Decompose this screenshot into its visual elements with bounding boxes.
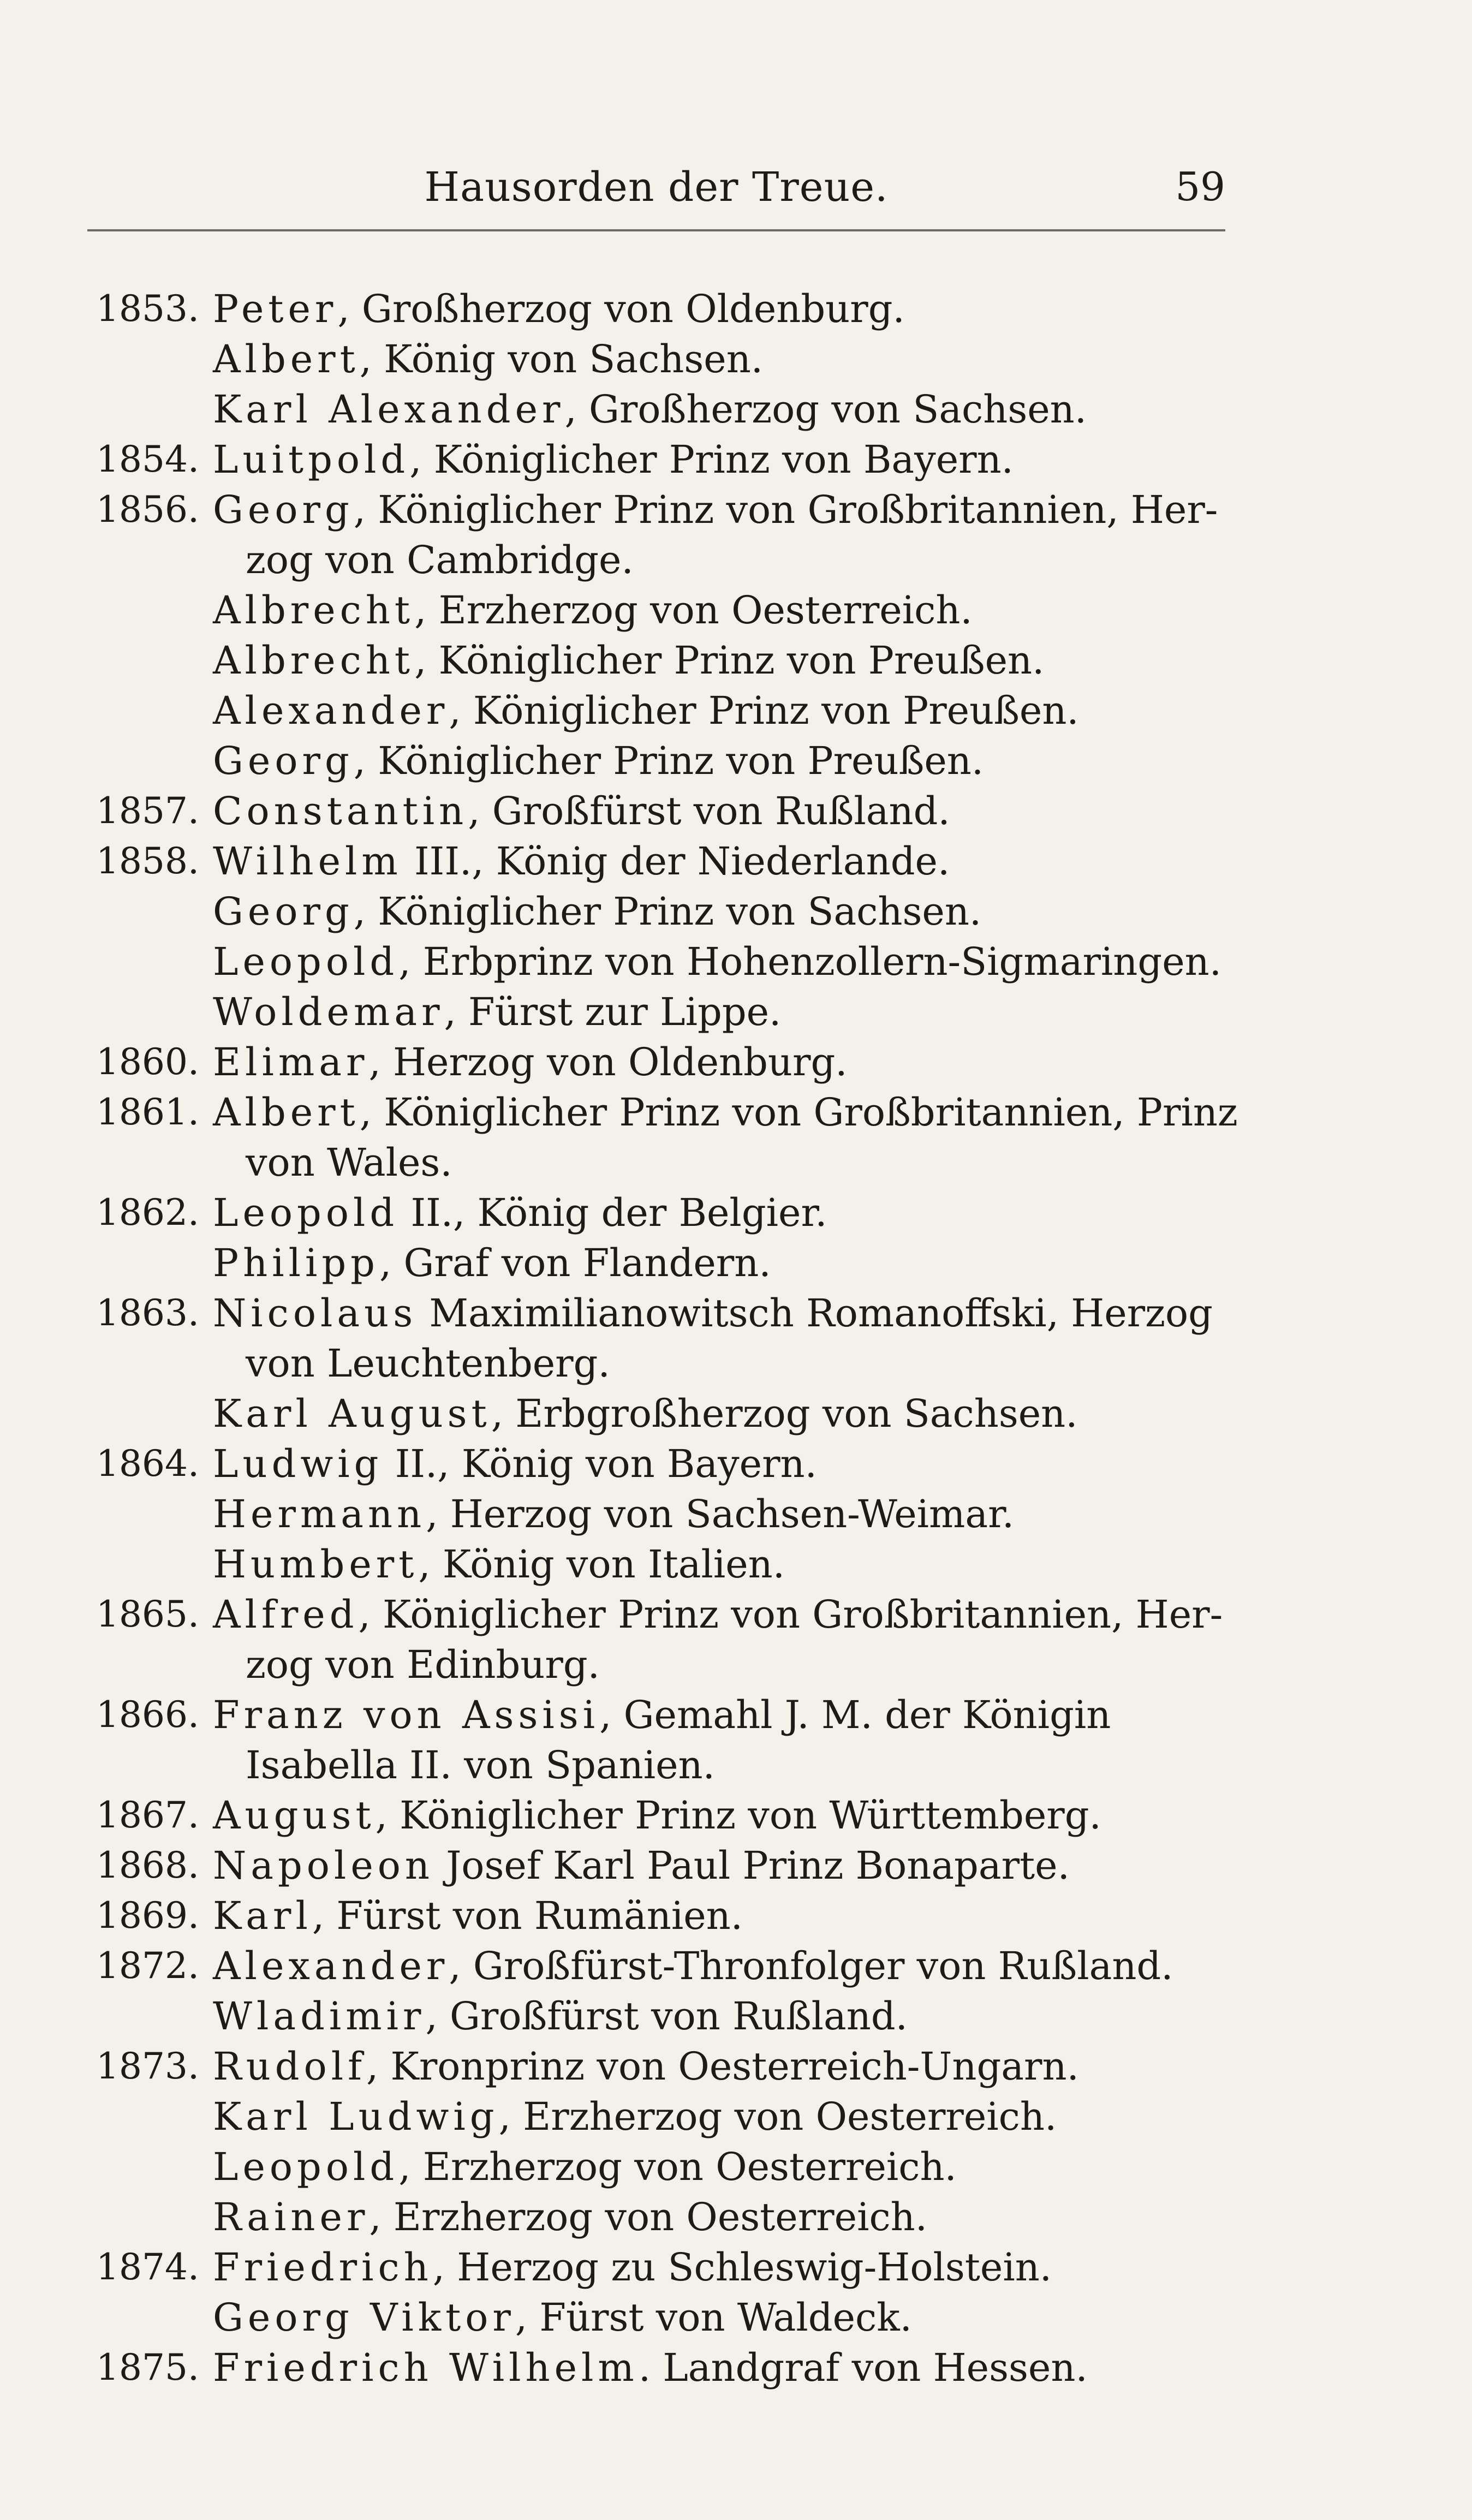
recipient-title: , Herzog zu Schleswig-Holstein. [432, 2245, 1052, 2290]
recipient-name: Karl Alexander [213, 387, 565, 432]
recipient-title: , Großfürst-Thronfolger von Rußland. [449, 1944, 1173, 1988]
recipient-name: Rudolf [213, 2044, 367, 2089]
recipient-name: Leopold [213, 2144, 399, 2189]
recipient-title: , Großfürst von Rußland. [425, 1994, 908, 2039]
list-line [87, 1288, 1244, 1338]
recipient-name: Hermann [213, 1492, 426, 1536]
entry-year: 1854. [96, 438, 199, 480]
entry-text [246, 535, 634, 585]
list-line [87, 2292, 1244, 2343]
entry-text [213, 1690, 1111, 1740]
recipient-title: , Königlicher Prinz von Preußen. [353, 738, 984, 783]
recipient-title: , Fürst zur Lippe. [444, 990, 782, 1034]
recipient-title: Josef Karl Paul Prinz Bonaparte. [433, 1843, 1070, 1888]
list-line [87, 1740, 1244, 1790]
recipient-name: Albert [213, 337, 360, 382]
entry-year: 1873. [96, 2045, 199, 2087]
entry-text [213, 1891, 743, 1941]
recipient-name: Friedrich [213, 2245, 433, 2290]
recipient-name: Rainer [213, 2195, 370, 2239]
entry-text [246, 1338, 610, 1389]
recipient-title: , Kronprinz von Oesterreich-Ungarn. [366, 2044, 1079, 2089]
entry-year: 1864. [96, 1443, 199, 1485]
entry-year: 1866. [96, 1694, 199, 1736]
entry-text [213, 786, 950, 836]
list-line [87, 1589, 1244, 1640]
entry-text [213, 2242, 1052, 2292]
entry-text [213, 1087, 1238, 1137]
recipient-name: Albert [213, 1090, 360, 1135]
entry-year: 1865. [96, 1593, 199, 1635]
entry-text [213, 886, 981, 937]
recipient-name: Georg [213, 889, 354, 934]
list-line [87, 1389, 1244, 1439]
recipient-title: , Königlicher Prinz von Großbritannien, Her- [358, 1592, 1223, 1637]
entry-text [213, 2343, 1088, 2393]
recipient-title: , Graf von Flandern. [379, 1241, 771, 1285]
list-line [87, 2092, 1244, 2142]
entry-text [213, 836, 950, 886]
entry-text [213, 1941, 1173, 1991]
entry-text [213, 284, 905, 334]
recipient-title: , Erzherzog von Oesterreich. [369, 2195, 927, 2239]
entry-text [213, 1238, 771, 1288]
list-line [87, 1087, 1244, 1137]
header-rule [87, 229, 1225, 231]
list-line [87, 434, 1244, 485]
list-line [87, 1137, 1244, 1188]
recipient-title: von Leuchtenberg. [246, 1341, 610, 1386]
list-line [87, 1690, 1244, 1740]
entry-text [213, 2192, 927, 2242]
recipient-name: Elimar [213, 1040, 369, 1085]
order-recipient-list [87, 284, 1244, 2393]
entry-year: 1861. [96, 1091, 199, 1133]
recipient-name: Albrecht [213, 638, 415, 683]
entry-year: 1857. [96, 790, 199, 832]
list-line [87, 2192, 1244, 2242]
entry-text [246, 1740, 715, 1790]
entry-text [213, 334, 763, 384]
recipient-title: , Königlicher Prinz von Sachsen. [353, 889, 982, 934]
recipient-name: Alfred [213, 1592, 359, 1637]
list-line [87, 1991, 1244, 2041]
recipient-title: , Gemahl J. M. der Königin [599, 1693, 1111, 1737]
recipient-title: , Königlicher Prinz von Preußen. [449, 688, 1079, 733]
entry-text [213, 1489, 1014, 1539]
recipient-name: Alexander [213, 1944, 449, 1988]
recipient-title: , Herzog von Oldenburg. [368, 1040, 848, 1085]
recipient-title: Isabella II. von Spanien. [246, 1743, 715, 1788]
recipient-title: , Erzherzog von Oesterreich. [398, 2144, 957, 2189]
entry-text [213, 2292, 912, 2343]
recipient-title: , König von Sachsen. [359, 337, 764, 382]
entry-text [213, 485, 1218, 535]
recipient-title: , Fürst von Rumänien. [312, 1893, 743, 1938]
entry-year: 1875. [96, 2346, 199, 2388]
recipient-title: , Großherzog von Sachsen. [564, 387, 1087, 432]
recipient-name: Leopold [213, 1190, 399, 1235]
recipient-title: , Königlicher Prinz von Bayern. [409, 437, 1014, 482]
recipient-name: Nicolaus [213, 1291, 418, 1336]
entry-text [213, 987, 781, 1037]
recipient-name: Peter [213, 287, 338, 331]
recipient-name: Franz von Assisi [213, 1693, 600, 1737]
recipient-title: , Erbprinz von Hohenzollern-Sigmaringen. [398, 939, 1221, 984]
list-line [87, 485, 1244, 535]
entry-text [213, 384, 1087, 434]
recipient-title: , Königlicher Prinz von Preußen. [414, 638, 1045, 683]
recipient-title: , Großherzog von Oldenburg. [337, 287, 905, 331]
list-line [87, 635, 1244, 686]
entry-year: 1868. [96, 1844, 199, 1886]
recipient-title: , Königlicher Prinz von Großbritannien, Her- [353, 487, 1218, 532]
list-line [87, 1439, 1244, 1489]
list-line [87, 1840, 1244, 1891]
recipient-title: , Herzog von Sachsen-Weimar. [426, 1492, 1015, 1536]
list-line [87, 284, 1244, 334]
entry-text [213, 1991, 908, 2041]
entry-text [246, 1640, 600, 1690]
entry-year: 1862. [96, 1192, 199, 1234]
list-line [87, 384, 1244, 434]
list-line [87, 937, 1244, 987]
list-line [87, 1891, 1244, 1941]
recipient-name: Leopold [213, 939, 399, 984]
list-line [87, 2343, 1244, 2393]
list-line [87, 2242, 1244, 2292]
list-line [87, 1238, 1244, 1288]
entry-text [213, 1288, 1213, 1338]
list-line [87, 1037, 1244, 1087]
entry-text [213, 1439, 817, 1489]
recipient-title: zog von Edinburg. [246, 1642, 600, 1687]
entry-year: 1856. [96, 488, 199, 531]
entry-text [213, 1539, 785, 1589]
list-line [87, 334, 1244, 384]
recipient-title: . Landgraf von Hessen. [638, 2345, 1088, 2390]
entry-text [213, 2041, 1079, 2092]
recipient-name: Georg Viktor [213, 2295, 515, 2340]
entry-text [213, 686, 1079, 736]
list-line [87, 535, 1244, 585]
entry-text [213, 585, 973, 635]
recipient-name: Wilhelm [213, 839, 402, 884]
recipient-title: , Erbgroßherzog von Sachsen. [491, 1391, 1078, 1436]
list-line [87, 1790, 1244, 1840]
recipient-title: zog von Cambridge. [246, 538, 634, 582]
recipient-title: , Königlicher Prinz von Großbritannien, Prinz [359, 1090, 1238, 1135]
entry-year: 1867. [96, 1794, 199, 1836]
list-line [87, 1338, 1244, 1389]
entry-text [213, 1589, 1223, 1640]
recipient-name: Karl August [213, 1391, 491, 1436]
recipient-name: Woldemar [213, 990, 444, 1034]
recipient-title: III., König der Niederlande. [402, 839, 950, 884]
entry-text [213, 2142, 957, 2192]
entry-year: 1858. [96, 840, 199, 882]
list-line [87, 1489, 1244, 1539]
list-line [87, 886, 1244, 937]
entry-text [213, 1188, 827, 1238]
entry-year: 1872. [96, 1945, 199, 1987]
recipient-name: Alexander [213, 688, 449, 733]
list-line [87, 736, 1244, 786]
list-line [87, 585, 1244, 635]
recipient-title: , Königlicher Prinz von Württemberg. [375, 1793, 1101, 1838]
recipient-name: Napoleon [213, 1843, 434, 1888]
recipient-title: , Großfürst von Rußland. [468, 789, 950, 833]
recipient-title: , Fürst von Waldeck. [515, 2295, 912, 2340]
recipient-name: Karl Ludwig [213, 2094, 499, 2139]
recipient-name: August [213, 1793, 376, 1838]
entry-text [213, 937, 1221, 987]
recipient-title: von Wales. [246, 1140, 452, 1185]
entry-year: 1863. [96, 1292, 199, 1334]
entry-year: 1860. [96, 1041, 199, 1083]
list-line [87, 987, 1244, 1037]
recipient-title: II., König von Bayern. [383, 1441, 817, 1486]
recipient-name: Georg [213, 487, 354, 532]
list-line [87, 1188, 1244, 1238]
list-line [87, 686, 1244, 736]
entry-text [213, 2092, 1057, 2142]
list-line [87, 1539, 1244, 1589]
entry-year: 1874. [96, 2246, 199, 2288]
entry-text [213, 1840, 1070, 1891]
list-line [87, 2041, 1244, 2092]
entry-text [213, 736, 984, 786]
running-title: Hausorden der Treue. [424, 164, 889, 211]
entry-text [213, 1037, 848, 1087]
entry-text [213, 1389, 1078, 1439]
entry-year: 1869. [96, 1895, 199, 1937]
recipient-name: Wladimir [213, 1994, 426, 2039]
recipient-name: Karl [213, 1893, 312, 1938]
recipient-name: Luitpold [213, 437, 410, 482]
recipient-name: Friedrich Wilhelm [213, 2345, 639, 2390]
recipient-title: , Erzherzog von Oesterreich. [414, 588, 973, 633]
recipient-name: Ludwig [213, 1441, 383, 1486]
entry-text [213, 434, 1014, 485]
recipient-name: Humbert [213, 1542, 419, 1587]
recipient-title: , König von Italien. [418, 1542, 785, 1587]
entry-text [213, 1790, 1101, 1840]
list-line [87, 786, 1244, 836]
recipient-name: Albrecht [213, 588, 415, 633]
page-header [87, 158, 1225, 224]
recipient-name: Constantin [213, 789, 468, 833]
list-line [87, 836, 1244, 886]
recipient-name: Georg [213, 738, 354, 783]
entry-text [213, 635, 1044, 686]
entry-year: 1853. [96, 288, 199, 330]
list-line [87, 1640, 1244, 1690]
list-line [87, 2142, 1244, 2192]
recipient-title: II., König der Belgier. [398, 1190, 827, 1235]
recipient-title: , Erzherzog von Oesterreich. [498, 2094, 1057, 2139]
recipient-title: Maximilianowitsch Romanoffski, Herzog [417, 1291, 1213, 1336]
entry-text [246, 1137, 452, 1188]
page-number: 59 [1175, 164, 1225, 210]
list-line [87, 1941, 1244, 1991]
recipient-name: Philipp [213, 1241, 379, 1285]
